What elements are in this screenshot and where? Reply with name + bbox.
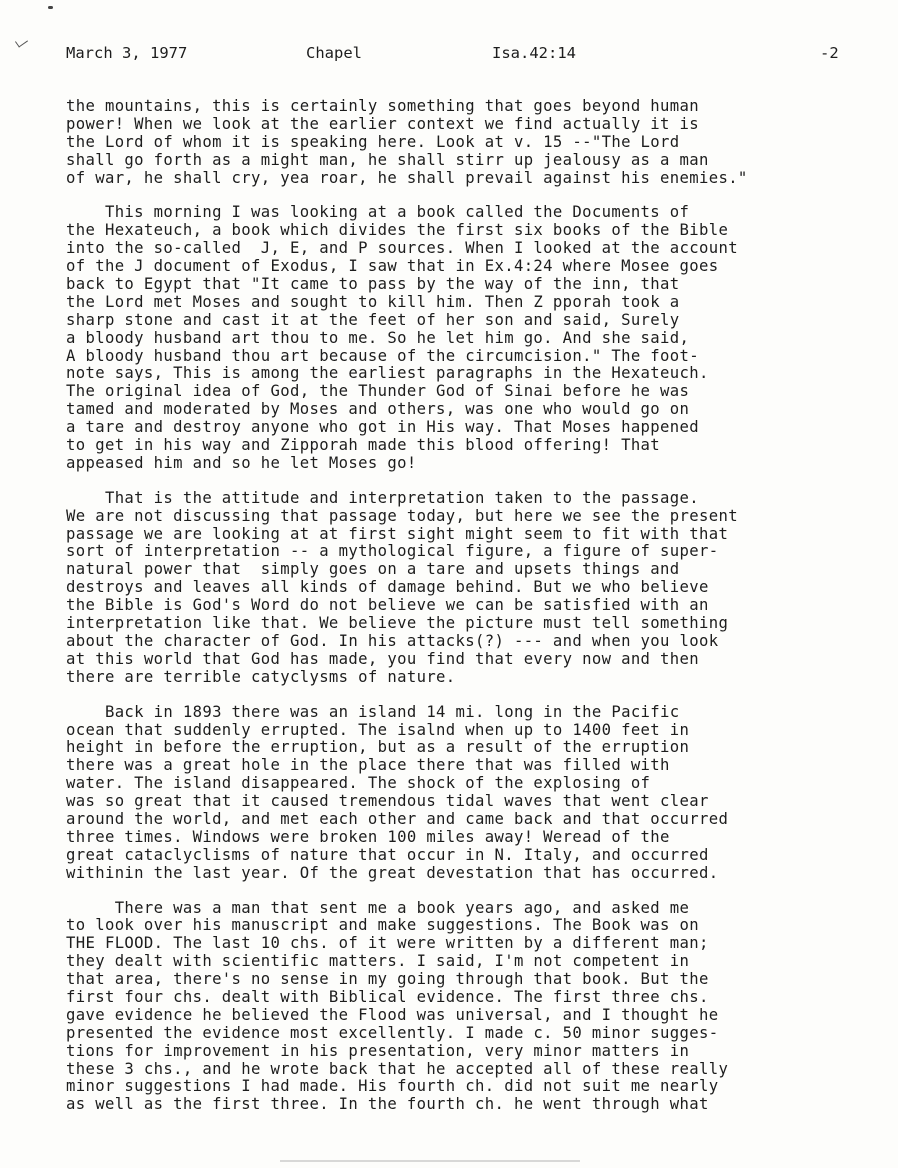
text-line: at this world that God has made, you find that every now and then [66,649,699,668]
text-line: about the character of God. In his attacks(?) --- and when you look [66,631,719,650]
header-date: March 3, 1977 [66,44,188,62]
text-line: back to Egypt that "It came to pass by the way of the inn, that [66,275,680,294]
text-line: A bloody husband thou art because of the circumcision." The foot- [66,346,699,365]
text-line: a bloody husband art thou to me. So he let him go. And she said, [66,328,690,347]
text-line: a tare and destroy anyone who got in His way. That Moses happened [66,418,699,437]
text-line: tamed and moderated by Moses and others, was one who would go on [66,400,690,419]
scan-smudge [280,1160,580,1162]
text-line: to look over his manuscript and make suggestions. The Book was on [66,916,699,935]
text-line: into the so-called J, E, and P sources. When I looked at the account [66,239,738,258]
text-line: minor suggestions I had made. His fourth ch. did not suit me nearly [66,1077,719,1096]
text-line: the mountains, this is certainly something that goes beyond human [66,97,699,115]
text-line: of war, he shall cry, yea roar, he shall prevail against his enemies." [66,168,748,187]
text-line: that area, there's no sense in my going through that book. But the [66,970,709,989]
paragraph [66,490,846,687]
text-line: height in before the erruption, but as a result of the erruption [66,738,690,757]
text-line: passage we are looking at at first sight might seem to fit with that [66,524,729,543]
text-line: the Hexateuch, a book which divides the first six books of the Bible [66,221,729,240]
text-line: note says, This is among the earliest paragraphs in the Hexateuch. [66,364,709,383]
text-line: tions for improvement in his presentation, very minor matters in [66,1041,690,1060]
page-header [0,44,898,68]
text-line: natural power that simply goes on a tare and upsets things and [66,560,680,579]
text-line: to get in his way and Zipporah made this blood offering! That [66,436,661,455]
text-line: of the J document of Exodus, I saw that in Ex.4:24 where Mosee goes [66,257,719,276]
text-line: the Lord met Moses and sought to kill him. Then Z pporah took a [66,292,680,311]
text-line: withinin the last year. Of the great devestation that has occurred. [66,863,719,882]
sermon-body [66,98,846,1131]
text-line: gave evidence he believed the Flood was universal, and I thought he [66,1005,719,1024]
text-line: these 3 chs., and he wrote back that he accepted all of these really [66,1059,729,1078]
text-line: they dealt with scientific matters. I said, I'm not competent in [66,952,690,971]
text-line: The original idea of God, the Thunder God of Sinai before he was [66,382,690,401]
text-line: three times. Windows were broken 100 miles away! Weread of the [66,827,670,846]
text-line: interpretation like that. We believe the picture must tell something [66,614,729,633]
text-line: There was a man that sent me a book years ago, and asked me [66,898,690,917]
text-line: ocean that suddenly errupted. The isalnd when up to 1400 feet in [66,720,690,739]
paragraph [66,204,846,472]
text-line: sort of interpretation -- a mythological figure, a figure of super- [66,542,719,561]
text-line: THE FLOOD. The last 10 chs. of it were written by a different man; [66,934,709,953]
text-line: appeased him and so he let Moses go! [66,453,417,472]
header-venue: Chapel [306,44,362,62]
text-line: around the world, and met each other and came back and that occurred [66,809,729,828]
text-line: sharp stone and cast it at the feet of her son and said, Surely [66,310,680,329]
paragraph [66,900,846,1115]
text-line: That is the attitude and interpretation taken to the passage. [66,488,699,507]
header-page-number: -2 [820,44,839,62]
paragraph [66,98,846,187]
text-line: as well as the first three. In the fourth ch. he went through what [66,1095,709,1114]
paragraph [66,704,846,883]
text-line: destroys and leaves all kinds of damage behind. But we who believe [66,578,709,597]
text-line: there are terrible catyclysms of nature. [66,667,456,686]
text-line: there was a great hole in the place there that was filled with [66,756,670,775]
text-line: water. The island disappeared. The shock of the explosing of [66,774,651,793]
text-line: great cataclyclisms of nature that occur in N. Italy, and occurred [66,845,709,864]
text-line: presented the evidence most excellently. I made c. 50 minor sugges- [66,1023,719,1042]
text-line: Back in 1893 there was an island 14 mi. long in the Pacific [66,702,680,721]
text-line: power! When we look at the earlier context we find actually it is [66,114,699,133]
text-line: the Lord of whom it is speaking here. Look at v. 15 --"The Lord [66,132,680,151]
text-line: first four chs. dealt with Biblical evidence. The first three chs. [66,987,709,1006]
header-scripture-reference: Isa.42:14 [492,44,576,62]
text-line: shall go forth as a might man, he shall stirr up jealousy as a man [66,150,709,169]
text-line: was so great that it caused tremendous tidal waves that went clear [66,792,709,811]
text-line: the Bible is God's Word do not believe we can be satisfied with an [66,596,709,615]
text-line: This morning I was looking at a book called the Documents of [66,203,690,222]
ink-speck [48,6,53,9]
text-line: We are not discussing that passage today, but here we see the present [66,506,738,525]
